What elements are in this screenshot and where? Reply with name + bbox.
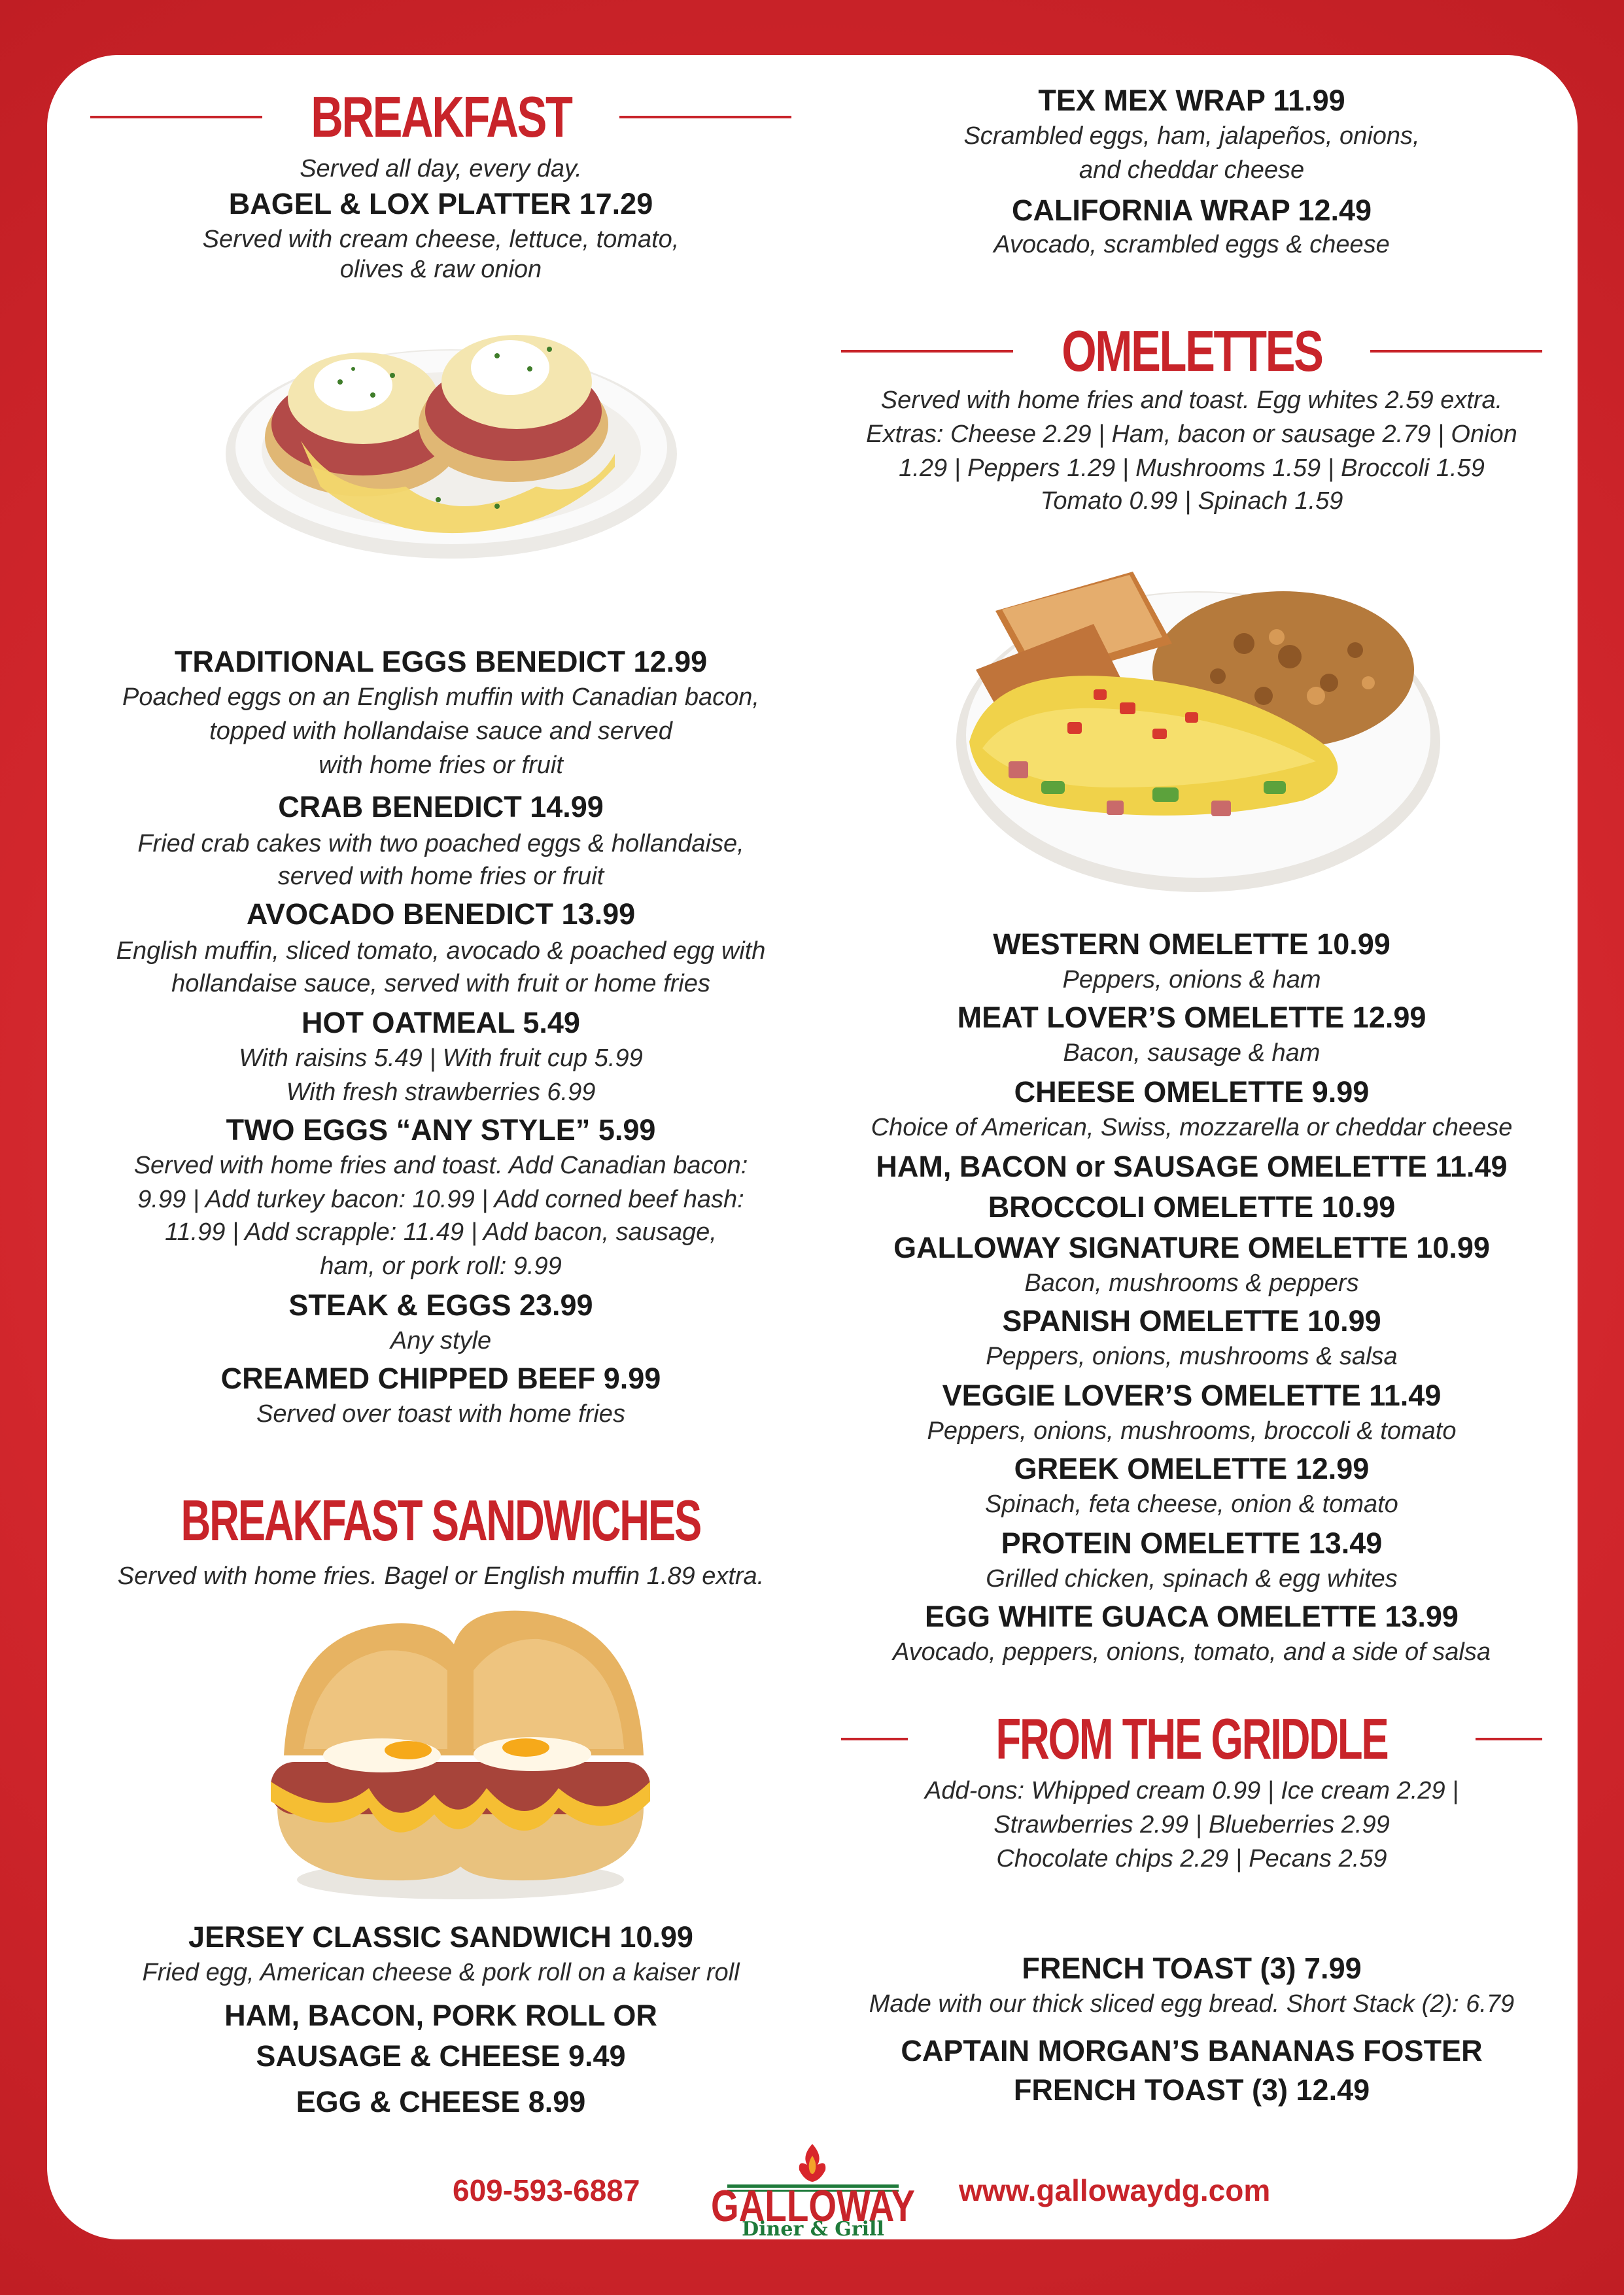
item-name: BAGEL & LOX PLATTER 17.29 (228, 187, 653, 220)
item-name: HAM, BACON or SAUSAGE OMELETTE 11.49 (876, 1150, 1508, 1183)
item-desc: English muffin, sliced tomato, avocado & poached egg with (116, 937, 766, 965)
website-link[interactable]: www.gallowaydg.com (959, 2173, 1271, 2207)
item-name: CALIFORNIA WRAP 12.49 (1011, 194, 1372, 227)
griddle-intro: Chocolate chips 2.29 | Pecans 2.59 (996, 1845, 1387, 1872)
header-rule (619, 116, 791, 118)
item-name: SPANISH OMELETTE 10.99 (1002, 1304, 1381, 1337)
item-desc: Fried egg, American cheese & pork roll on a kaiser roll (142, 1959, 740, 1986)
item-name: VEGGIE LOVER’S OMELETTE 11.49 (942, 1379, 1442, 1412)
item-name: FRENCH TOAST (3) 7.99 (1022, 1952, 1362, 1985)
omelettes-intro: 1.29 | Peppers 1.29 | Mushrooms 1.59 | Broccoli 1.59 (899, 455, 1485, 482)
item-desc: Made with our thick sliced egg bread. Short Stack (2): 6.79 (869, 1990, 1515, 2018)
item-name: TRADITIONAL EGGS BENEDICT 12.99 (174, 645, 708, 678)
item-name: STEAK & EGGS 23.99 (288, 1288, 593, 1322)
griddle-intro: Add-ons: Whipped cream 0.99 | Ice cream 2.29 | (924, 1777, 1459, 1804)
galloway-logo (701, 2140, 924, 2238)
item-name: CHEESE OMELETTE 9.99 (1014, 1075, 1370, 1109)
item-name: HOT OATMEAL 5.49 (302, 1006, 580, 1039)
item-name: FRENCH TOAST (3) 12.49 (1013, 2073, 1370, 2107)
item-name: EGG & CHEESE 8.99 (296, 2085, 586, 2118)
item-desc: Served with home fries and toast. Add Canadian bacon: (133, 1152, 748, 1179)
breakfast-intro: Served all day, every day. (300, 155, 582, 182)
omelettes-intro: Extras: Cheese 2.29 | Ham, bacon or sausage 2.79 | Onion (866, 421, 1517, 448)
phone-number[interactable]: 609-593-6887 (453, 2173, 640, 2207)
item-desc: olives & raw onion (339, 256, 542, 283)
header-rule (841, 350, 1013, 353)
item-name: CRAB BENEDICT 14.99 (278, 790, 604, 823)
item-name: TEX MEX WRAP 11.99 (1038, 84, 1345, 117)
item-name: AVOCADO BENEDICT 13.99 (246, 897, 636, 931)
item-desc: With fresh strawberries 6.99 (286, 1078, 596, 1106)
item-name: CREAMED CHIPPED BEEF 9.99 (220, 1362, 661, 1395)
header-rule (841, 1738, 908, 1740)
item-desc: Served with cream cheese, lettuce, tomato, (202, 226, 680, 253)
item-desc: Grilled chicken, spinach & egg whites (986, 1565, 1398, 1593)
item-desc: 9.99 | Add turkey bacon: 10.99 | Add corned beef hash: (137, 1186, 744, 1213)
sandwiches-header (90, 1485, 791, 1557)
omelettes-intro: Tomato 0.99 | Spinach 1.59 (1040, 487, 1343, 515)
omelette-photo (937, 526, 1447, 912)
item-desc: With raisins 5.49 | With fruit cup 5.99 (239, 1044, 643, 1072)
item-desc: Peppers, onions, mushrooms & salsa (986, 1343, 1398, 1370)
sandwich-photo (251, 1598, 670, 1906)
breakfast-title: BREAKFAST (310, 84, 572, 149)
breakfast-header (90, 81, 791, 153)
item-desc: topped with hollandaise sauce and served (209, 717, 672, 745)
item-name: GALLOWAY SIGNATURE OMELETTE 10.99 (893, 1231, 1490, 1264)
item-desc: and cheddar cheese (1079, 156, 1305, 184)
header-rule (1370, 350, 1542, 353)
griddle-header (841, 1703, 1542, 1775)
griddle-intro: Strawberries 2.99 | Blueberries 2.99 (993, 1811, 1390, 1838)
item-desc: Bacon, mushrooms & peppers (1024, 1269, 1359, 1297)
item-name: EGG WHITE GUACA OMELETTE 13.99 (925, 1600, 1459, 1633)
item-name: PROTEIN OMELETTE 13.49 (1001, 1527, 1383, 1560)
item-desc: Bacon, sausage & ham (1063, 1039, 1321, 1067)
item-desc: hollandaise sauce, served with fruit or home fries (171, 970, 710, 997)
griddle-title: FROM THE GRIDDLE (995, 1706, 1388, 1771)
item-desc: Poached eggs on an English muffin with Canadian bacon, (122, 683, 759, 711)
eggs-benedict-photo (222, 290, 680, 565)
item-name: CAPTAIN MORGAN’S BANANAS FOSTER (901, 2034, 1483, 2067)
item-name: GREEK OMELETTE 12.99 (1014, 1452, 1370, 1485)
item-name: HAM, BACON, PORK ROLL OR (224, 1999, 657, 2032)
item-desc: Scrambled eggs, ham, jalapeños, onions, (963, 122, 1420, 150)
omelettes-intro: Served with home fries and toast. Egg whites 2.59 extra. (880, 387, 1503, 414)
item-desc: served with home fries or fruit (277, 863, 604, 890)
item-desc: Peppers, onions & ham (1062, 966, 1321, 993)
item-name: BROCCOLI OMELETTE 10.99 (988, 1190, 1396, 1224)
omelettes-header (841, 315, 1542, 387)
item-desc: ham, or pork roll: 9.99 (320, 1252, 562, 1280)
item-name: JERSEY CLASSIC SANDWICH 10.99 (188, 1920, 693, 1954)
header-rule (1476, 1738, 1542, 1740)
item-desc: Spinach, feta cheese, onion & tomato (985, 1491, 1398, 1518)
footer (47, 2140, 1578, 2238)
item-name: TWO EGGS “ANY STYLE” 5.99 (226, 1113, 656, 1147)
item-name: MEAT LOVER’S OMELETTE 12.99 (957, 1001, 1426, 1034)
sandwiches-intro: Served with home fries. Bagel or English muffin 1.89 extra. (117, 1562, 765, 1590)
item-desc: Peppers, onions, mushrooms, broccoli & tomato (927, 1417, 1457, 1445)
item-desc: Avocado, peppers, onions, tomato, and a side of salsa (892, 1638, 1491, 1666)
item-desc: Served over toast with home fries (256, 1400, 625, 1428)
menu-card (47, 55, 1578, 2239)
omelettes-title: OMELETTES (1061, 319, 1322, 383)
item-desc: Avocado, scrambled eggs & cheese (993, 231, 1390, 258)
sandwiches-title: BREAKFAST SANDWICHES (181, 1488, 701, 1553)
item-name: SAUSAGE & CHEESE 9.49 (256, 2039, 626, 2073)
item-name: WESTERN OMELETTE 10.99 (993, 927, 1391, 961)
logo-wordmark: GALLOWAY (711, 2181, 915, 2231)
logo-tagline: Diner & Grill (742, 2218, 884, 2238)
item-desc: Choice of American, Swiss, mozzarella or cheddar cheese (871, 1114, 1513, 1141)
item-desc: 11.99 | Add scrapple: 11.49 | Add bacon, sausage, (165, 1218, 717, 1246)
item-desc: Fried crab cakes with two poached eggs & hollandaise, (137, 830, 744, 857)
header-rule (90, 116, 262, 118)
item-desc: Any style (390, 1327, 492, 1355)
item-desc: with home fries or fruit (319, 751, 563, 779)
